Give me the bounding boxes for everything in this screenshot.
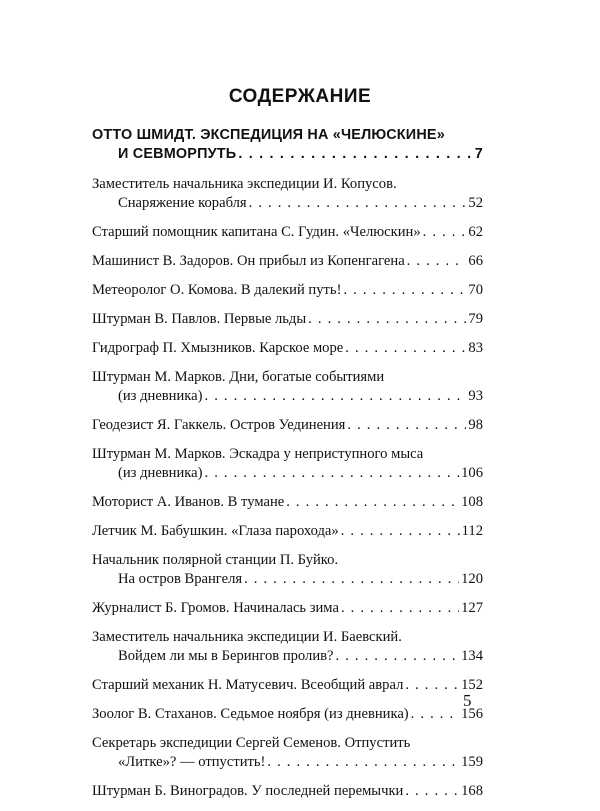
toc-entry-line bbox=[92, 522, 483, 541]
toc-entry bbox=[92, 252, 483, 271]
toc-entry-page: 156 bbox=[461, 706, 483, 722]
toc-entry-line bbox=[92, 223, 483, 242]
dot-leader bbox=[267, 753, 459, 772]
toc-entry-title: (из дневника) bbox=[118, 465, 203, 481]
toc-entry-line bbox=[92, 599, 483, 618]
toc-entry-line bbox=[92, 493, 483, 512]
toc-entry-line bbox=[92, 310, 483, 329]
toc-entry-line bbox=[92, 647, 483, 666]
toc-entry-line bbox=[92, 339, 483, 358]
toc-entry-title: Штурман В. Павлов. Первые льды bbox=[92, 311, 307, 327]
dot-leader bbox=[341, 522, 460, 541]
dot-leader bbox=[347, 416, 466, 435]
toc-entry-title: «Литке»? — отпустить! bbox=[118, 754, 266, 770]
toc-entry-title: Моторист А. Иванов. В тумане bbox=[92, 494, 285, 510]
dot-leader bbox=[249, 194, 467, 213]
toc-entry-title: Снаряжение корабля bbox=[118, 195, 247, 211]
page-number: 5 bbox=[463, 691, 472, 710]
toc-entry-title: Старший механик Н. Матусевич. Всеобщий аврал bbox=[92, 677, 404, 693]
toc-entry-page: 66 bbox=[468, 253, 483, 269]
toc-entry-title: Штурман Б. Виноградов. У последней перемычки bbox=[92, 783, 404, 799]
dot-leader bbox=[205, 464, 460, 483]
toc-entry bbox=[92, 782, 483, 801]
toc-entry-page: 106 bbox=[461, 465, 483, 481]
toc-entry-title: Старший помощник капитана С. Гудин. «Челюскин» bbox=[92, 224, 421, 240]
toc-entry bbox=[92, 676, 483, 695]
toc-entry bbox=[92, 223, 483, 242]
toc-entry-title: На остров Врангеля bbox=[118, 571, 243, 587]
dot-leader bbox=[405, 676, 459, 695]
toc-entry-title-line: Секретарь экспедиции Сергей Семенов. Отпустить bbox=[92, 735, 411, 751]
toc-entry-page: 98 bbox=[468, 417, 483, 433]
toc-entry-page: 93 bbox=[468, 388, 483, 404]
dot-leader bbox=[336, 647, 460, 666]
toc-entry bbox=[92, 628, 483, 666]
toc-entry bbox=[92, 368, 483, 406]
toc-entry-title: Геодезист Я. Гаккель. Остров Уединения bbox=[92, 417, 346, 433]
dot-leader bbox=[411, 705, 459, 724]
toc-entry-title: Войдем ли мы в Берингов пролив? bbox=[118, 648, 334, 664]
dot-leader bbox=[341, 599, 459, 618]
toc-entry-page: 79 bbox=[468, 311, 483, 327]
toc-entry-title: (из дневника) bbox=[118, 388, 203, 404]
toc-entry-line bbox=[92, 782, 483, 801]
toc-entry-title: Гидрограф П. Хмызников. Карское море bbox=[92, 340, 344, 356]
toc-entry bbox=[92, 281, 483, 300]
toc-entry-title: И СЕВМОРПУТЬ bbox=[118, 146, 237, 162]
toc-entry bbox=[92, 705, 483, 724]
toc-entry-page: 112 bbox=[461, 523, 483, 539]
toc-entry bbox=[92, 522, 483, 541]
toc-entry bbox=[92, 175, 483, 213]
dot-leader bbox=[286, 493, 459, 512]
dot-leader bbox=[244, 570, 459, 589]
toc-entry-page: 134 bbox=[461, 648, 483, 664]
toc-entry-line bbox=[92, 145, 483, 164]
toc-entry bbox=[92, 310, 483, 329]
toc-entry-page: 7 bbox=[474, 146, 483, 162]
dot-leader bbox=[205, 387, 467, 406]
toc-entry-page: 159 bbox=[461, 754, 483, 770]
toc-entry bbox=[92, 416, 483, 435]
toc-entry-title-line: Штурман М. Марков. Эскадра у неприступного мыса bbox=[92, 446, 424, 462]
toc-entry-title-line: Начальник полярной станции П. Буйко. bbox=[92, 552, 339, 568]
toc-entry-page: 152 bbox=[461, 677, 483, 693]
toc-entry-line bbox=[92, 753, 483, 772]
toc-entry-title-line: ОТТО ШМИДТ. ЭКСПЕДИЦИЯ НА «ЧЕЛЮСКИНЕ» bbox=[92, 127, 445, 143]
toc-entry-line bbox=[92, 676, 483, 695]
toc-entry bbox=[92, 493, 483, 512]
toc-entry-line bbox=[92, 570, 483, 589]
toc-entry-page: 108 bbox=[461, 494, 483, 510]
dot-leader bbox=[423, 223, 467, 242]
toc-entry-title: Зоолог В. Стаханов. Седьмое ноября (из дневника) bbox=[92, 706, 409, 722]
page-title: СОДЕРЖАНИЕ bbox=[228, 86, 372, 107]
toc-entry bbox=[92, 339, 483, 358]
toc-entry-page: 83 bbox=[468, 340, 483, 356]
toc-entry-page: 127 bbox=[461, 600, 483, 616]
dot-leader bbox=[345, 339, 466, 358]
toc-entry-page: 70 bbox=[468, 282, 483, 298]
toc-entry-line bbox=[92, 281, 483, 300]
toc-entry-title: Летчик М. Бабушкин. «Глаза парохода» bbox=[92, 523, 339, 539]
dot-leader bbox=[405, 782, 459, 801]
toc-entry bbox=[92, 599, 483, 618]
toc-entry-line bbox=[92, 387, 483, 406]
table-of-contents bbox=[92, 126, 483, 811]
toc-entry-line bbox=[92, 705, 483, 724]
toc-entry-line bbox=[92, 252, 483, 271]
toc-entry-page: 52 bbox=[468, 195, 483, 211]
toc-entry-page: 168 bbox=[461, 783, 483, 799]
toc-entry-page: 120 bbox=[461, 571, 483, 587]
toc-part-heading bbox=[92, 126, 483, 164]
toc-entry-title: Журналист Б. Громов. Начиналась зима bbox=[92, 600, 339, 616]
toc-entry-title-line: Штурман М. Марков. Дни, богатые событиями bbox=[92, 369, 385, 385]
dot-leader bbox=[407, 252, 467, 271]
toc-entry bbox=[92, 734, 483, 772]
toc-entry-line bbox=[92, 464, 483, 483]
toc-entry bbox=[92, 445, 483, 483]
toc-entry-line bbox=[92, 194, 483, 213]
toc-entry-line bbox=[92, 416, 483, 435]
dot-leader bbox=[343, 281, 466, 300]
toc-entry-title-line: Заместитель начальника экспедиции И. Баевский. bbox=[92, 629, 402, 645]
toc-entry-title-line: Заместитель начальника экспедиции И. Копусов. bbox=[92, 176, 397, 192]
dot-leader bbox=[238, 145, 472, 164]
toc-entry-title: Машинист В. Задоров. Он прибыл из Копенгагена bbox=[92, 253, 405, 269]
toc-entry bbox=[92, 551, 483, 589]
toc-entry-title: Метеоролог О. Комова. В далекий путь! bbox=[92, 282, 342, 298]
dot-leader bbox=[308, 310, 466, 329]
toc-entry-page: 62 bbox=[468, 224, 483, 240]
